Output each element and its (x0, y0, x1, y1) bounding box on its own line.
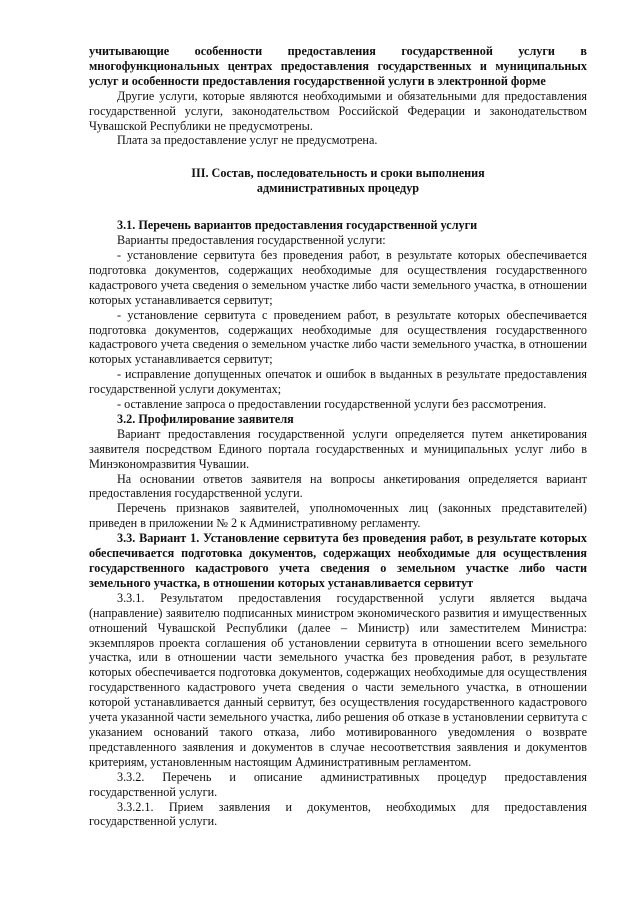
paragraph-fee: Плата за предоставление услуг не предусмотрена. (117, 133, 378, 148)
list-item-variant-1: - установление сервитута без проведения работ, в результате которых обеспечивается подготовка документов, содержащих необходимые для осуществления государственного кадастрового учета сведения о земельном участке либо части земельного участка, в отношении которых устанавливается сервитут; (89, 247, 587, 307)
list-item-variant-3: - исправление допущенных опечаток и ошибок в выданных в результате предоставления государственной услуги документах; (89, 367, 587, 397)
section-title-line-2: административных процедур (256, 181, 420, 196)
paragraph-3-2-c: Перечень признаков заявителей, уполномоченных лиц (законных представителей) приведен в приложении № 2 к Административному регламенту. (89, 501, 587, 531)
subsection-heading-3-3: 3.3. Вариант 1. Установление сервитута без проведения работ, в результате которых обеспечивается подготовка документов, содержащих необходимые для осуществления государственного кадастрового учета сведения о земельном участке либо части земельного участка, в отношении которых устанавливается сервитут (89, 531, 587, 590)
paragraph-3-2-a: Вариант предоставления государственной услуги определяется путем анкетирования заявителя посредством Единого портала государственных и муниципальных услуг либо в Минэкономразвития Чувашии. (89, 426, 587, 471)
subsection-heading-3-2: 3.2. Профилирование заявителя (117, 411, 294, 426)
heading-continuation: учитывающие особенности предоставления государственной услуги в многофункциональных центрах предоставления государственных и муниципальных услуг и особенности предоставления государственной услуги в электронной форме (89, 44, 587, 88)
paragraph-variants-intro: Варианты предоставления государственной услуги: (117, 233, 386, 248)
list-item-variant-2: - установление сервитута с проведением работ, в результате которых обеспечивается подготовка документов, содержащих необходимые для осуществления государственного кадастрового учета сведения о земельном участке либо части земельного участка, в отношении которых устанавливается сервитут; (89, 307, 587, 367)
section-title-line-1: III. Состав, последовательность и сроки выполнения (191, 166, 485, 181)
paragraph-3-3-1: 3.3.1. Результатом предоставления государственной услуги является выдача (направление) заявителю подписанных министром экономического развития и имущественных отношений Чувашской Республики (далее – Министр) или заместителем Министра: экземпляров проекта соглашения об установлении сервитута в отношении всего земельного участка, или в отношении части земельного участка без проведения работ, в результате которых обеспечивается подготовка документов, содержащих необходимые для осуществления государственного кадастрового учета сведения о части земельного участка, в отношении которой устанавливается данный сервитут, без осуществления государственного кадастрового учета указанной части земельного участка, либо решения об отказе в установлении сервитута с указанием оснований такого отказа, либо мотивированного уведомления о возврате представленного заявления и документов в случае несоответствия заявления и документов критериям, установленным настоящим Административным регламентом. (89, 590, 587, 769)
paragraph-3-3-2: 3.3.2. Перечень и описание административных процедур предоставления государственной услуги. (89, 769, 587, 799)
paragraph-other-services: Другие услуги, которые являются необходимыми и обязательными для предоставления государственной услуги, законодательством Российской Федерации и законодательством Чувашской Республики не предусмотрены. (89, 88, 587, 133)
paragraph-3-3-2-1: 3.3.2.1. Прием заявления и документов, необходимых для предоставления государственной услуги. (89, 799, 587, 829)
subsection-heading-3-1: 3.1. Перечень вариантов предоставления государственной услуги (117, 218, 478, 233)
document-page (89, 44, 587, 829)
paragraph-3-2-b: На основании ответов заявителя на вопросы анкетирования определяется вариант предоставления государственной услуги. (89, 471, 587, 501)
section-title (89, 166, 587, 196)
list-item-variant-4: - оставление запроса о предоставлении государственной услуги без рассмотрения. (117, 397, 547, 412)
